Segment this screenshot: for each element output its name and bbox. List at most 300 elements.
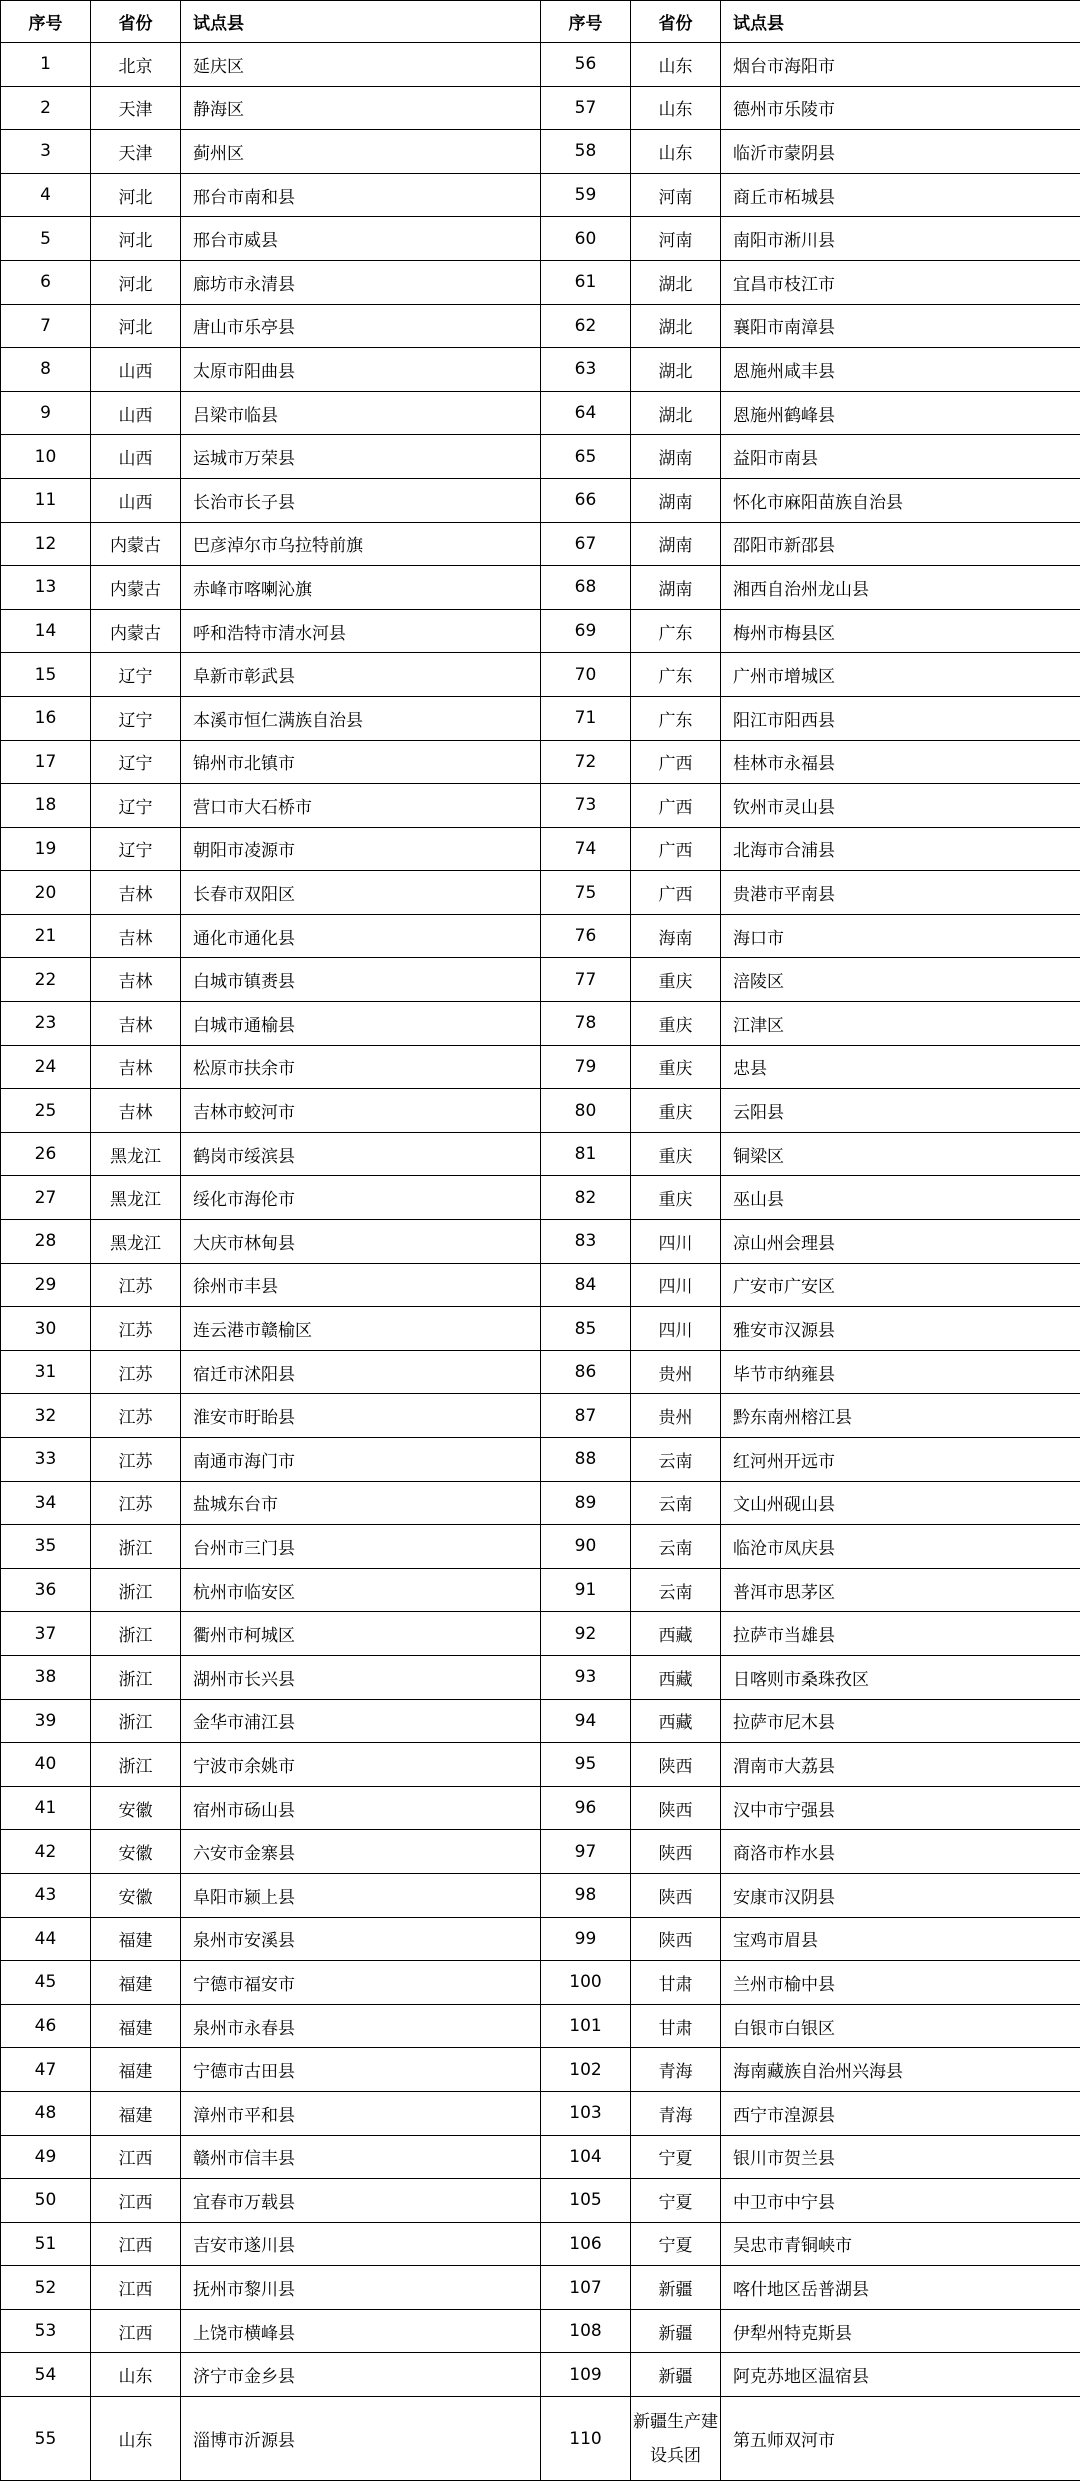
- right-county-cell: 临沂市蒙阴县: [721, 130, 1080, 174]
- left-county-cell: 宁德市古田县: [181, 2048, 541, 2092]
- left-county-cell: 长春市双阳区: [181, 871, 541, 915]
- right-province-cell: 青海: [631, 2091, 721, 2135]
- left-province-cell: 江西: [91, 2179, 181, 2223]
- right-number-cell: 101: [541, 2004, 631, 2048]
- left-number-cell: 1: [1, 43, 91, 87]
- left-province-cell: 浙江: [91, 1699, 181, 1743]
- right-county-cell: 红河州开远市: [721, 1438, 1080, 1482]
- right-province-cell: 宁夏: [631, 2135, 721, 2179]
- left-county-cell: 锦州市北镇市: [181, 740, 541, 784]
- left-province-cell: 江西: [91, 2135, 181, 2179]
- right-province-cell: 西藏: [631, 1699, 721, 1743]
- right-number-cell: 66: [541, 478, 631, 522]
- left-county-cell: 宜春市万载县: [181, 2179, 541, 2223]
- right-county-cell: 渭南市大荔县: [721, 1743, 1080, 1787]
- left-province-cell: 福建: [91, 1961, 181, 2005]
- right-number-cell: 81: [541, 1132, 631, 1176]
- right-number-cell: 108: [541, 2309, 631, 2353]
- left-number-cell: 34: [1, 1481, 91, 1525]
- left-province-cell: 吉林: [91, 914, 181, 958]
- left-number-cell: 46: [1, 2004, 91, 2048]
- left-number-cell: 41: [1, 1786, 91, 1830]
- left-number-cell: 27: [1, 1176, 91, 1220]
- right-county-cell: 凉山州会理县: [721, 1220, 1080, 1264]
- right-county-cell: 海口市: [721, 914, 1080, 958]
- left-county-cell: 白城市镇赉县: [181, 958, 541, 1002]
- right-county-cell: 毕节市纳雍县: [721, 1350, 1080, 1394]
- left-province-cell: 辽宁: [91, 653, 181, 697]
- left-county-cell: 邢台市南和县: [181, 173, 541, 217]
- right-province-cell: 新疆: [631, 2266, 721, 2310]
- left-province-cell: 山西: [91, 435, 181, 479]
- right-province-cell: 陕西: [631, 1743, 721, 1787]
- header-right-no: 序号: [541, 1, 631, 43]
- right-province-cell: 重庆: [631, 1045, 721, 1089]
- table-row: [1, 348, 1080, 392]
- table-row: [1, 2048, 1080, 2092]
- left-number-cell: 51: [1, 2222, 91, 2266]
- table-row: [1, 827, 1080, 871]
- right-province-cell: 四川: [631, 1220, 721, 1264]
- left-province-cell: 吉林: [91, 1089, 181, 1133]
- left-county-cell: 太原市阳曲县: [181, 348, 541, 392]
- left-number-cell: 3: [1, 130, 91, 174]
- right-county-cell: 南阳市淅川县: [721, 217, 1080, 261]
- right-number-cell: 103: [541, 2091, 631, 2135]
- right-province-cell: 云南: [631, 1438, 721, 1482]
- right-county-cell: 德州市乐陵市: [721, 86, 1080, 130]
- right-county-cell: 黔东南州榕江县: [721, 1394, 1080, 1438]
- table-row: [1, 1873, 1080, 1917]
- left-county-cell: 金华市浦江县: [181, 1699, 541, 1743]
- left-county-cell: 本溪市恒仁满族自治县: [181, 696, 541, 740]
- right-county-cell: 拉萨市当雄县: [721, 1612, 1080, 1656]
- right-province-cell: 云南: [631, 1481, 721, 1525]
- right-number-cell: 105: [541, 2179, 631, 2223]
- right-county-cell: 烟台市海阳市: [721, 43, 1080, 87]
- right-number-cell: 86: [541, 1350, 631, 1394]
- left-county-cell: 长治市长子县: [181, 478, 541, 522]
- right-county-cell: 兰州市榆中县: [721, 1961, 1080, 2005]
- left-number-cell: 45: [1, 1961, 91, 2005]
- left-province-cell: 江苏: [91, 1307, 181, 1351]
- table-row: [1, 2397, 1080, 2481]
- left-county-cell: 朝阳市凌源市: [181, 827, 541, 871]
- table-row: [1, 1307, 1080, 1351]
- left-county-cell: 上饶市横峰县: [181, 2309, 541, 2353]
- table-row: [1, 784, 1080, 828]
- left-province-cell: 山西: [91, 391, 181, 435]
- right-county-cell: 忠县: [721, 1045, 1080, 1089]
- right-county-cell: 喀什地区岳普湖县: [721, 2266, 1080, 2310]
- right-county-cell: 邵阳市新邵县: [721, 522, 1080, 566]
- table-row: [1, 1830, 1080, 1874]
- right-province-cell: 重庆: [631, 1132, 721, 1176]
- table-row: [1, 1917, 1080, 1961]
- left-province-cell: 黑龙江: [91, 1176, 181, 1220]
- left-province-cell: 江西: [91, 2222, 181, 2266]
- right-county-cell: 涪陵区: [721, 958, 1080, 1002]
- left-province-cell: 江苏: [91, 1263, 181, 1307]
- left-county-cell: 徐州市丰县: [181, 1263, 541, 1307]
- left-province-cell: 天津: [91, 86, 181, 130]
- left-county-cell: 赤峰市喀喇沁旗: [181, 566, 541, 610]
- left-number-cell: 38: [1, 1655, 91, 1699]
- table-row: [1, 1438, 1080, 1482]
- left-number-cell: 22: [1, 958, 91, 1002]
- right-county-cell: 文山州砚山县: [721, 1481, 1080, 1525]
- left-county-cell: 唐山市乐亭县: [181, 304, 541, 348]
- left-number-cell: 39: [1, 1699, 91, 1743]
- right-province-cell: 山东: [631, 130, 721, 174]
- right-county-cell: 贵港市平南县: [721, 871, 1080, 915]
- table-row: [1, 1961, 1080, 2005]
- right-county-cell: 北海市合浦县: [721, 827, 1080, 871]
- left-number-cell: 48: [1, 2091, 91, 2135]
- left-county-cell: 阜新市彰武县: [181, 653, 541, 697]
- table-row: [1, 2091, 1080, 2135]
- right-number-cell: 109: [541, 2353, 631, 2397]
- left-county-cell: 淄博市沂源县: [181, 2397, 541, 2481]
- left-province-cell: 吉林: [91, 1002, 181, 1046]
- right-county-cell: 宜昌市枝江市: [721, 260, 1080, 304]
- right-county-cell: 铜梁区: [721, 1132, 1080, 1176]
- right-number-cell: 97: [541, 1830, 631, 1874]
- left-number-cell: 2: [1, 86, 91, 130]
- left-province-cell: 江苏: [91, 1394, 181, 1438]
- table-row: [1, 2222, 1080, 2266]
- header-left-county: 试点县: [181, 1, 541, 43]
- right-number-cell: 59: [541, 173, 631, 217]
- right-province-cell: 新疆: [631, 2353, 721, 2397]
- left-number-cell: 13: [1, 566, 91, 610]
- left-number-cell: 26: [1, 1132, 91, 1176]
- right-county-cell: 白银市白银区: [721, 2004, 1080, 2048]
- left-province-cell: 山西: [91, 478, 181, 522]
- left-number-cell: 17: [1, 740, 91, 784]
- left-number-cell: 50: [1, 2179, 91, 2223]
- right-county-cell: 日喀则市桑珠孜区: [721, 1655, 1080, 1699]
- right-county-cell: 巫山县: [721, 1176, 1080, 1220]
- left-number-cell: 18: [1, 784, 91, 828]
- left-county-cell: 运城市万荣县: [181, 435, 541, 479]
- right-number-cell: 84: [541, 1263, 631, 1307]
- right-province-cell: 新疆生产建设兵团: [631, 2397, 721, 2481]
- left-number-cell: 40: [1, 1743, 91, 1787]
- left-province-cell: 河北: [91, 260, 181, 304]
- header-left-province: 省份: [91, 1, 181, 43]
- left-number-cell: 24: [1, 1045, 91, 1089]
- table-row: [1, 435, 1080, 479]
- right-number-cell: 96: [541, 1786, 631, 1830]
- left-county-cell: 吉安市遂川县: [181, 2222, 541, 2266]
- right-county-cell: 宝鸡市眉县: [721, 1917, 1080, 1961]
- table-row: [1, 217, 1080, 261]
- right-province-cell: 甘肃: [631, 1961, 721, 2005]
- right-number-cell: 64: [541, 391, 631, 435]
- right-county-cell: 安康市汉阴县: [721, 1873, 1080, 1917]
- left-province-cell: 吉林: [91, 1045, 181, 1089]
- left-county-cell: 吉林市蛟河市: [181, 1089, 541, 1133]
- table-row: [1, 740, 1080, 784]
- left-province-cell: 安徽: [91, 1786, 181, 1830]
- left-county-cell: 宁波市余姚市: [181, 1743, 541, 1787]
- left-province-cell: 福建: [91, 1917, 181, 1961]
- table-row: [1, 1612, 1080, 1656]
- left-province-cell: 山西: [91, 348, 181, 392]
- table-row: [1, 696, 1080, 740]
- right-county-cell: 第五师双河市: [721, 2397, 1080, 2481]
- left-county-cell: 漳州市平和县: [181, 2091, 541, 2135]
- left-county-cell: 台州市三门县: [181, 1525, 541, 1569]
- table-row: [1, 871, 1080, 915]
- right-number-cell: 68: [541, 566, 631, 610]
- left-county-cell: 宿迁市沭阳县: [181, 1350, 541, 1394]
- left-county-cell: 静海区: [181, 86, 541, 130]
- right-province-cell: 陕西: [631, 1873, 721, 1917]
- right-number-cell: 73: [541, 784, 631, 828]
- right-province-cell: 河南: [631, 173, 721, 217]
- right-county-cell: 普洱市思茅区: [721, 1568, 1080, 1612]
- table-row: [1, 1220, 1080, 1264]
- right-number-cell: 88: [541, 1438, 631, 1482]
- left-province-cell: 安徽: [91, 1830, 181, 1874]
- right-number-cell: 61: [541, 260, 631, 304]
- right-province-cell: 河南: [631, 217, 721, 261]
- right-number-cell: 106: [541, 2222, 631, 2266]
- right-province-cell: 广西: [631, 871, 721, 915]
- left-county-cell: 邢台市威县: [181, 217, 541, 261]
- right-number-cell: 102: [541, 2048, 631, 2092]
- left-number-cell: 49: [1, 2135, 91, 2179]
- left-province-cell: 天津: [91, 130, 181, 174]
- left-county-cell: 营口市大石桥市: [181, 784, 541, 828]
- left-county-cell: 巴彦淖尔市乌拉特前旗: [181, 522, 541, 566]
- left-number-cell: 47: [1, 2048, 91, 2092]
- right-county-cell: 广安市广安区: [721, 1263, 1080, 1307]
- right-province-cell: 湖南: [631, 478, 721, 522]
- right-number-cell: 92: [541, 1612, 631, 1656]
- left-number-cell: 33: [1, 1438, 91, 1482]
- left-province-cell: 安徽: [91, 1873, 181, 1917]
- table-row: [1, 304, 1080, 348]
- left-province-cell: 河北: [91, 173, 181, 217]
- table-row: [1, 1394, 1080, 1438]
- left-number-cell: 7: [1, 304, 91, 348]
- right-province-cell: 四川: [631, 1263, 721, 1307]
- table-row: [1, 2266, 1080, 2310]
- table-row: [1, 1089, 1080, 1133]
- right-number-cell: 100: [541, 1961, 631, 2005]
- right-county-cell: 银川市贺兰县: [721, 2135, 1080, 2179]
- header-right-county: 试点县: [721, 1, 1080, 43]
- left-county-cell: 通化市通化县: [181, 914, 541, 958]
- left-province-cell: 辽宁: [91, 827, 181, 871]
- left-province-cell: 浙江: [91, 1612, 181, 1656]
- left-province-cell: 黑龙江: [91, 1132, 181, 1176]
- left-province-cell: 浙江: [91, 1568, 181, 1612]
- right-province-cell: 西藏: [631, 1612, 721, 1656]
- right-province-cell: 重庆: [631, 1176, 721, 1220]
- right-province-cell: 重庆: [631, 1089, 721, 1133]
- left-number-cell: 32: [1, 1394, 91, 1438]
- left-province-cell: 福建: [91, 2004, 181, 2048]
- table-row: [1, 1263, 1080, 1307]
- left-number-cell: 37: [1, 1612, 91, 1656]
- table-row: [1, 173, 1080, 217]
- left-province-cell: 江苏: [91, 1350, 181, 1394]
- right-number-cell: 95: [541, 1743, 631, 1787]
- right-number-cell: 104: [541, 2135, 631, 2179]
- left-county-cell: 松原市扶余市: [181, 1045, 541, 1089]
- left-province-cell: 福建: [91, 2091, 181, 2135]
- right-county-cell: 广州市增城区: [721, 653, 1080, 697]
- left-county-cell: 杭州市临安区: [181, 1568, 541, 1612]
- right-province-cell: 湖北: [631, 304, 721, 348]
- left-number-cell: 44: [1, 1917, 91, 1961]
- left-number-cell: 53: [1, 2309, 91, 2353]
- left-number-cell: 23: [1, 1002, 91, 1046]
- right-province-cell: 广东: [631, 609, 721, 653]
- right-county-cell: 海南藏族自治州兴海县: [721, 2048, 1080, 2092]
- left-number-cell: 55: [1, 2397, 91, 2481]
- right-number-cell: 67: [541, 522, 631, 566]
- left-number-cell: 4: [1, 173, 91, 217]
- right-province-cell: 陕西: [631, 1917, 721, 1961]
- right-number-cell: 72: [541, 740, 631, 784]
- right-province-cell: 广西: [631, 740, 721, 784]
- left-province-cell: 江西: [91, 2309, 181, 2353]
- right-province-cell: 广西: [631, 784, 721, 828]
- left-province-cell: 河北: [91, 217, 181, 261]
- left-county-cell: 泉州市安溪县: [181, 1917, 541, 1961]
- left-county-cell: 抚州市黎川县: [181, 2266, 541, 2310]
- right-province-cell: 山东: [631, 43, 721, 87]
- right-province-cell: 重庆: [631, 958, 721, 1002]
- right-number-cell: 80: [541, 1089, 631, 1133]
- left-province-cell: 吉林: [91, 871, 181, 915]
- right-province-cell: 云南: [631, 1568, 721, 1612]
- right-province-cell: 甘肃: [631, 2004, 721, 2048]
- right-province-cell: 广西: [631, 827, 721, 871]
- left-county-cell: 绥化市海伦市: [181, 1176, 541, 1220]
- left-number-cell: 15: [1, 653, 91, 697]
- left-county-cell: 赣州市信丰县: [181, 2135, 541, 2179]
- right-county-cell: 临沧市凤庆县: [721, 1525, 1080, 1569]
- left-province-cell: 黑龙江: [91, 1220, 181, 1264]
- left-county-cell: 济宁市金乡县: [181, 2353, 541, 2397]
- right-county-cell: 阳江市阳西县: [721, 696, 1080, 740]
- right-number-cell: 70: [541, 653, 631, 697]
- left-province-cell: 江苏: [91, 1481, 181, 1525]
- right-number-cell: 58: [541, 130, 631, 174]
- right-number-cell: 90: [541, 1525, 631, 1569]
- right-county-cell: 江津区: [721, 1002, 1080, 1046]
- table-row: [1, 1002, 1080, 1046]
- table-row: [1, 1525, 1080, 1569]
- left-number-cell: 54: [1, 2353, 91, 2397]
- left-province-cell: 浙江: [91, 1743, 181, 1787]
- table-row: [1, 914, 1080, 958]
- left-number-cell: 12: [1, 522, 91, 566]
- table-row: [1, 1350, 1080, 1394]
- left-county-cell: 延庆区: [181, 43, 541, 87]
- table-row: [1, 1045, 1080, 1089]
- left-number-cell: 20: [1, 871, 91, 915]
- left-number-cell: 28: [1, 1220, 91, 1264]
- left-number-cell: 52: [1, 2266, 91, 2310]
- left-county-cell: 南通市海门市: [181, 1438, 541, 1482]
- left-province-cell: 吉林: [91, 958, 181, 1002]
- right-county-cell: 拉萨市尼木县: [721, 1699, 1080, 1743]
- left-province-cell: 内蒙古: [91, 566, 181, 610]
- left-province-cell: 福建: [91, 2048, 181, 2092]
- left-number-cell: 6: [1, 260, 91, 304]
- left-county-cell: 连云港市赣榆区: [181, 1307, 541, 1351]
- right-province-cell: 贵州: [631, 1394, 721, 1438]
- left-number-cell: 9: [1, 391, 91, 435]
- right-province-cell: 湖北: [631, 260, 721, 304]
- left-number-cell: 16: [1, 696, 91, 740]
- table-row: [1, 1699, 1080, 1743]
- left-county-cell: 宁德市福安市: [181, 1961, 541, 2005]
- right-county-cell: 桂林市永福县: [721, 740, 1080, 784]
- right-county-cell: 钦州市灵山县: [721, 784, 1080, 828]
- table-row: [1, 1481, 1080, 1525]
- left-number-cell: 14: [1, 609, 91, 653]
- left-county-cell: 湖州市长兴县: [181, 1655, 541, 1699]
- right-province-cell: 宁夏: [631, 2222, 721, 2266]
- left-number-cell: 8: [1, 348, 91, 392]
- right-county-cell: 梅州市梅县区: [721, 609, 1080, 653]
- left-province-cell: 北京: [91, 43, 181, 87]
- left-province-cell: 江西: [91, 2266, 181, 2310]
- table-row: [1, 260, 1080, 304]
- table-row: [1, 391, 1080, 435]
- table-row: [1, 1786, 1080, 1830]
- table-row: [1, 478, 1080, 522]
- right-number-cell: 75: [541, 871, 631, 915]
- table-row: [1, 2135, 1080, 2179]
- right-county-cell: 益阳市南县: [721, 435, 1080, 479]
- left-province-cell: 山东: [91, 2353, 181, 2397]
- right-number-cell: 107: [541, 2266, 631, 2310]
- right-province-cell: 贵州: [631, 1350, 721, 1394]
- left-county-cell: 阜阳市颍上县: [181, 1873, 541, 1917]
- right-province-cell: 云南: [631, 1525, 721, 1569]
- right-number-cell: 62: [541, 304, 631, 348]
- right-number-cell: 85: [541, 1307, 631, 1351]
- left-county-cell: 鹤岗市绥滨县: [181, 1132, 541, 1176]
- table-row: [1, 1132, 1080, 1176]
- table-row: [1, 653, 1080, 697]
- right-province-cell: 青海: [631, 2048, 721, 2092]
- right-province-cell: 新疆: [631, 2309, 721, 2353]
- left-number-cell: 19: [1, 827, 91, 871]
- right-county-cell: 伊犁州特克斯县: [721, 2309, 1080, 2353]
- left-county-cell: 吕梁市临县: [181, 391, 541, 435]
- right-province-cell: 广东: [631, 696, 721, 740]
- table-row: [1, 1568, 1080, 1612]
- right-number-cell: 83: [541, 1220, 631, 1264]
- right-number-cell: 57: [541, 86, 631, 130]
- left-number-cell: 21: [1, 914, 91, 958]
- right-number-cell: 63: [541, 348, 631, 392]
- table-row: [1, 1655, 1080, 1699]
- right-number-cell: 99: [541, 1917, 631, 1961]
- left-number-cell: 30: [1, 1307, 91, 1351]
- right-number-cell: 87: [541, 1394, 631, 1438]
